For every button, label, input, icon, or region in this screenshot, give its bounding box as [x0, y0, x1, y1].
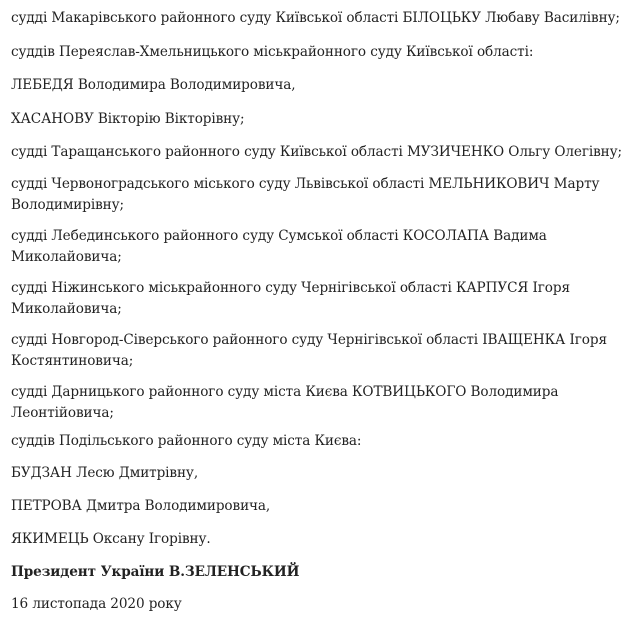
paragraph-podilskyi-court: суддів Подільського районного суду міста Києва:: [11, 433, 362, 449]
paragraph-pereiaslav-court: суддів Переяслав-Хмельницького міськрайонного суду Київської області:: [11, 44, 534, 60]
paragraph-yakymets: ЯКИМЕЦЬ Оксану Ігорівну.: [11, 531, 211, 547]
paragraph-kotvytskoho: судді Дарницького районного суду міста Києва КОТВИЦЬКОГО Володимира Леонтійовича;: [11, 384, 559, 421]
paragraph-petrova: ПЕТРОВА Дмитра Володимировича,: [11, 498, 271, 514]
paragraph-kosolapa: судді Лебединського районного суду Сумської області КОСОЛАПА Вадима Миколайовича;: [11, 228, 547, 265]
paragraph-melnykovych: судді Червоноградського міського суду Львівської області МЕЛЬНИКОВИЧ Марту Володимирівну;: [11, 176, 600, 213]
paragraph-budzan: БУДЗАН Лесю Дмитрівну,: [11, 465, 199, 481]
paragraph-bilotska: судді Макарівського районного суду Київської області БІЛОЦЬКУ Любаву Василівну;: [11, 10, 620, 26]
paragraph-karpusia: судді Ніжинського міськрайонного суду Чернігівської області КАРПУСЯ Ігоря Миколайовича;: [11, 280, 570, 317]
paragraph-muzychenko: судді Таращанського районного суду Київської області МУЗИЧЕНКО Ольгу Олегівну;: [11, 144, 623, 160]
paragraph-ivashchenka: судді Новгород-Сіверського районного суду Чернігівської області ІВАЩЕНКА Ігоря Костянтиновича;: [11, 332, 607, 369]
signature: Президент України В.ЗЕЛЕНСЬКИЙ: [11, 564, 300, 580]
decree-date: 16 листопада 2020 року: [11, 596, 182, 612]
paragraph-khasanova: ХАСАНОВУ Вікторію Вікторівну;: [11, 111, 245, 127]
paragraph-lebedia: ЛЕБЕДЯ Володимира Володимировича,: [11, 77, 296, 93]
